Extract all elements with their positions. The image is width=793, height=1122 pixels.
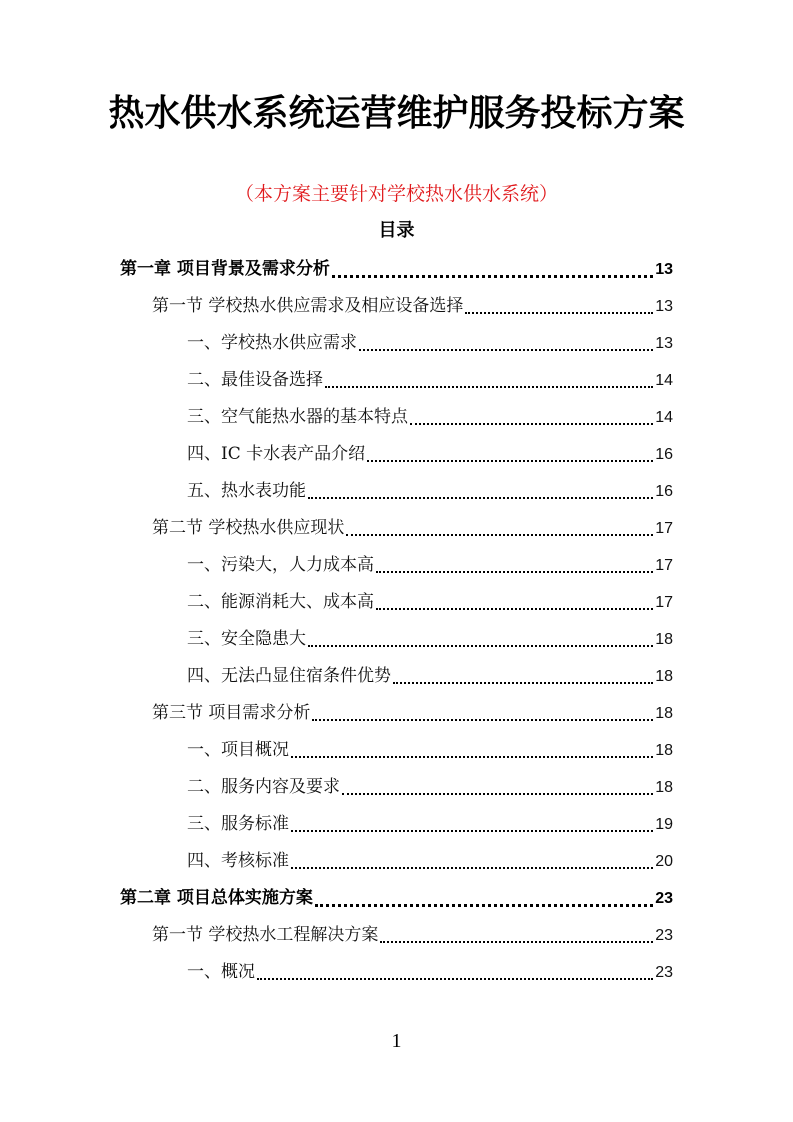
toc-entry-chapter[interactable]	[120, 884, 673, 912]
toc-entry-label: 第二节 学校热水供应现状	[152, 518, 345, 538]
dot-leader	[376, 571, 653, 573]
toc-entry-item[interactable]	[187, 625, 673, 653]
dot-leader	[359, 349, 653, 351]
toc-entry-label: 三、空气能热水器的基本特点	[187, 407, 408, 427]
toc-entry-label: 一、学校热水供应需求	[187, 333, 357, 353]
toc-entry-label: 二、最佳设备选择	[187, 370, 323, 390]
dot-leader	[291, 867, 653, 869]
toc-entry-page: 13	[655, 261, 673, 278]
toc-entry-page: 13	[655, 335, 673, 352]
dot-leader	[257, 978, 653, 980]
toc-entry-item[interactable]	[187, 588, 673, 616]
toc-entry-section[interactable]	[152, 514, 673, 542]
toc-entry-label: 第一节 学校热水工程解决方案	[152, 925, 379, 945]
toc-entry-section[interactable]	[152, 699, 673, 727]
toc-entry-page: 18	[655, 742, 673, 759]
toc-entry-section[interactable]	[152, 921, 673, 949]
toc-entry-item[interactable]	[187, 847, 673, 875]
dot-leader	[346, 534, 653, 536]
toc-entry-item[interactable]	[187, 662, 673, 690]
toc-entry-label: 一、概况	[187, 962, 255, 982]
dot-leader	[376, 608, 653, 610]
toc-entry-page: 20	[655, 853, 673, 870]
toc-entry-item[interactable]	[187, 736, 673, 764]
document-title: 热水供水系统运营维护服务投标方案	[108, 93, 685, 134]
toc-entry-item[interactable]	[187, 958, 673, 986]
dot-leader	[312, 719, 653, 721]
toc-entry-page: 14	[655, 409, 673, 426]
toc-entry-label: 三、安全隐患大	[187, 629, 306, 649]
toc-entry-item[interactable]	[187, 551, 673, 579]
toc-entry-label: 三、服务标准	[187, 814, 289, 834]
toc-entry-label: 五、热水表功能	[187, 481, 306, 501]
toc-entry-page: 17	[655, 557, 673, 574]
toc-entry-page: 18	[655, 705, 673, 722]
toc-entry-page: 14	[655, 372, 673, 389]
toc-entry-page: 16	[655, 483, 673, 500]
toc-entry-label: 二、能源消耗大、成本高	[187, 592, 374, 612]
toc-entry-item[interactable]	[187, 810, 673, 838]
toc-entry-page: 16	[655, 446, 673, 463]
dot-leader	[308, 645, 653, 647]
toc-entry-page: 18	[655, 779, 673, 796]
dot-leader	[332, 275, 653, 278]
document-subtitle: （本方案主要针对学校热水供水系统）	[234, 183, 558, 205]
toc-entry-chapter[interactable]	[120, 255, 673, 283]
toc-entry-item[interactable]	[187, 403, 673, 431]
dot-leader	[393, 682, 653, 684]
toc-entry-label: 一、项目概况	[187, 740, 289, 760]
toc-entry-label: 四、IC 卡水表产品介绍	[187, 444, 366, 464]
dot-leader	[380, 941, 653, 943]
toc-entry-page: 23	[655, 964, 673, 981]
toc-entry-label: 第二章 项目总体实施方案	[120, 888, 313, 908]
dot-leader	[315, 904, 653, 907]
toc-entry-page: 13	[655, 298, 673, 315]
dot-leader	[325, 386, 653, 388]
toc-heading: 目录	[378, 220, 415, 241]
toc-entry-label: 第一章 项目背景及需求分析	[120, 259, 330, 279]
toc-entry-label: 一、污染大，人力成本高	[187, 555, 374, 575]
dot-leader	[465, 312, 653, 314]
toc-entry-item[interactable]	[187, 329, 673, 357]
toc-entry-label: 四、无法凸显住宿条件优势	[187, 666, 391, 686]
toc-entry-page: 17	[655, 520, 673, 537]
toc-entry-page: 19	[655, 816, 673, 833]
toc-entry-label: 四、考核标准	[187, 851, 289, 871]
toc-entry-item[interactable]	[187, 477, 673, 505]
dot-leader	[367, 460, 653, 462]
page-number: 1	[391, 1030, 402, 1052]
toc-entry-item[interactable]	[187, 366, 673, 394]
dot-leader	[410, 423, 653, 425]
dot-leader	[291, 756, 653, 758]
toc-entry-page: 23	[655, 927, 673, 944]
toc-entry-label: 二、服务内容及要求	[187, 777, 340, 797]
toc-entry-label: 第三节 项目需求分析	[152, 703, 311, 723]
toc-entry-page: 18	[655, 668, 673, 685]
toc-entry-item[interactable]	[187, 440, 673, 468]
dot-leader	[291, 830, 653, 832]
toc-entry-section[interactable]	[152, 292, 673, 320]
dot-leader	[342, 793, 653, 795]
toc-entry-label: 第一节 学校热水供应需求及相应设备选择	[152, 296, 464, 316]
toc-entry-page: 18	[655, 631, 673, 648]
dot-leader	[308, 497, 653, 499]
toc-entry-item[interactable]	[187, 773, 673, 801]
toc-entry-page: 17	[655, 594, 673, 611]
toc-entry-page: 23	[655, 890, 673, 907]
